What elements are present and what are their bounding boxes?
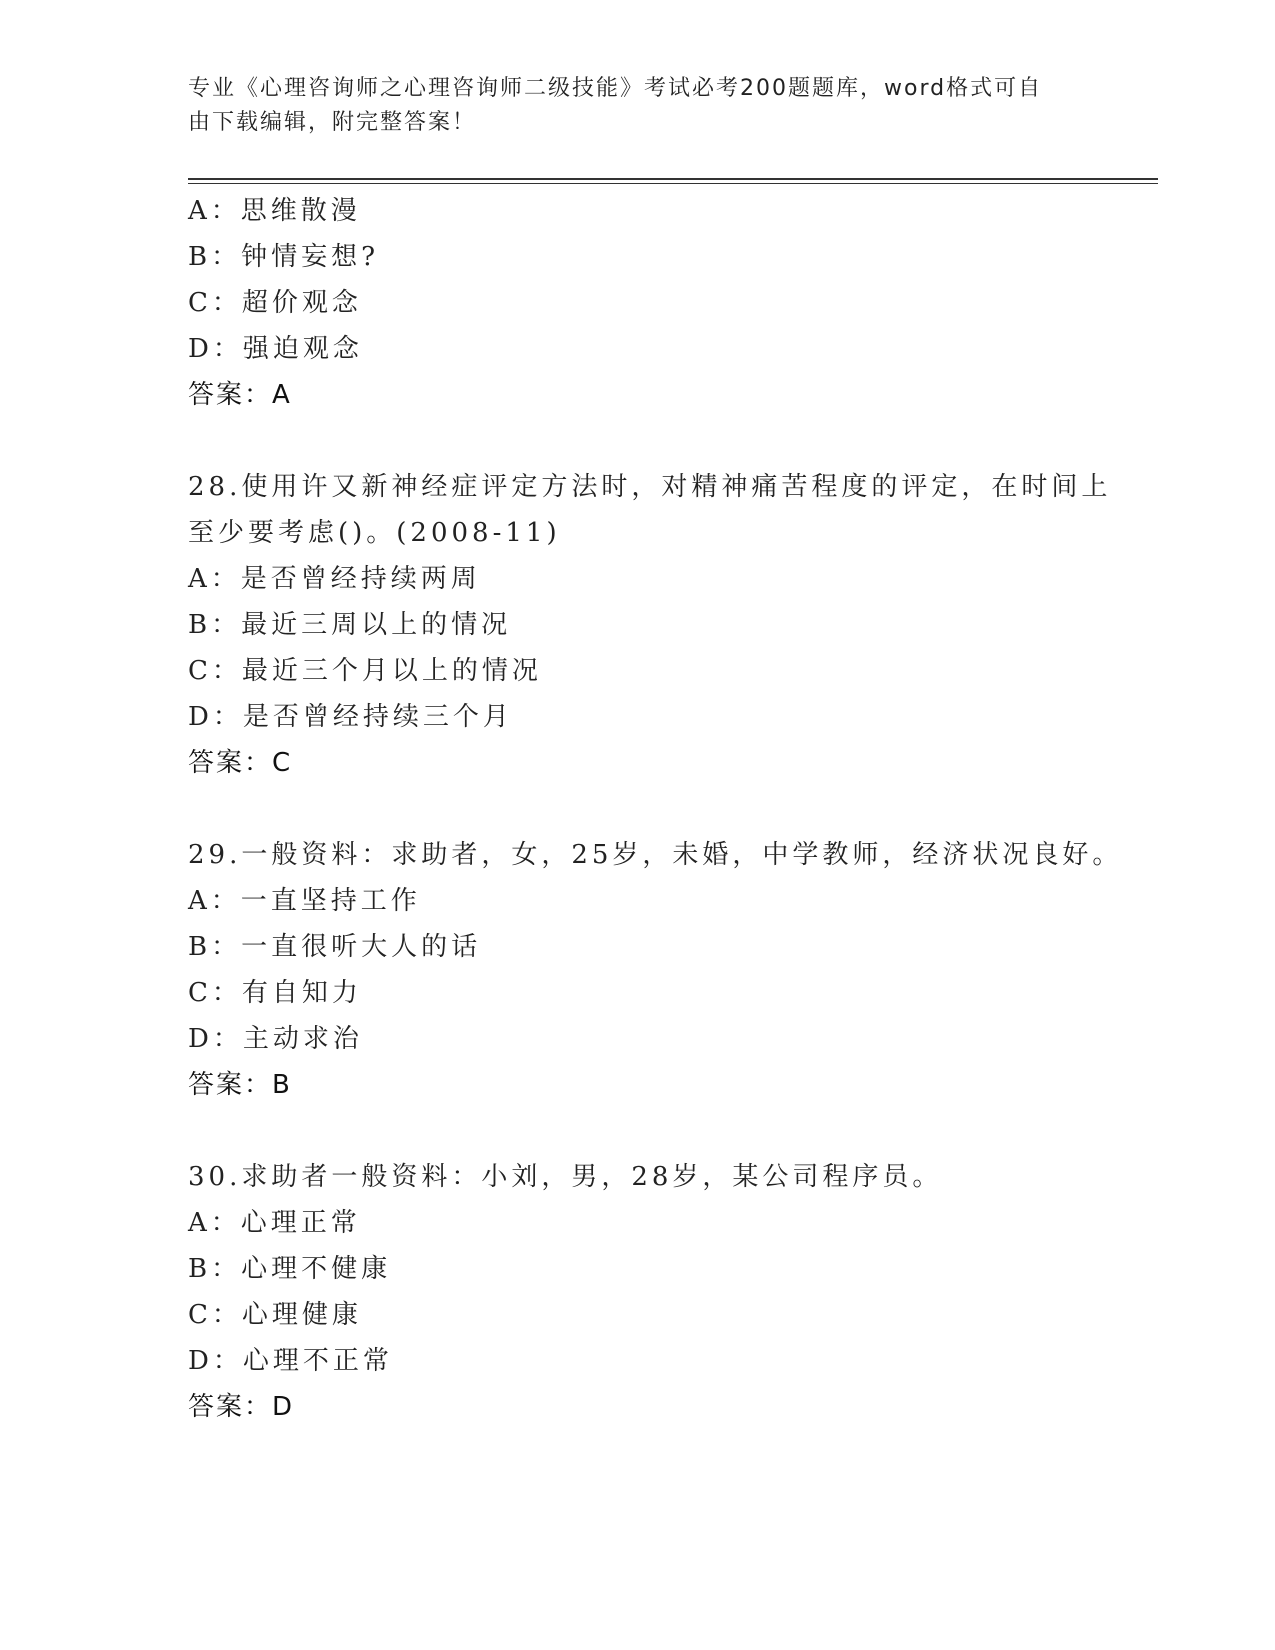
question-stem-line-2: 至少要考虑()。(2008-11)	[188, 518, 561, 548]
question-stem: 30.求助者一般资料：小刘，男，28岁，某公司程序员。	[188, 1162, 943, 1192]
answer: 答案：A	[188, 380, 292, 410]
header-line-2: 由下载编辑，附完整答案！	[188, 110, 477, 135]
option-c: C：心理健康	[188, 1300, 362, 1330]
option-a: A：思维散漫	[188, 196, 361, 226]
question-30	[188, 1154, 1088, 1430]
question-27	[188, 188, 1088, 418]
option-d: D：是否曾经持续三个月	[188, 702, 513, 732]
option-c: C：最近三个月以上的情况	[188, 656, 542, 686]
document-header	[188, 72, 1088, 140]
option-c: C：超价观念	[188, 288, 362, 318]
question-stem-line-1: 28.使用许又新神经症评定方法时，对精神痛苦程度的评定，在时间上	[188, 472, 1112, 502]
answer: 答案：B	[188, 1070, 292, 1100]
question-29	[188, 832, 1123, 1108]
option-d: D：强迫观念	[188, 334, 363, 364]
header-line-1: 专业《心理咨询师之心理咨询师二级技能》考试必考200题题库，word格式可自	[188, 76, 1043, 101]
option-b: B：最近三周以上的情况	[188, 610, 512, 640]
option-a: A：心理正常	[188, 1208, 361, 1238]
option-b: B：一直很听大人的话	[188, 932, 482, 962]
question-stem: 29.一般资料：求助者，女，25岁，未婚，中学教师，经济状况良好。	[188, 840, 1123, 870]
option-d: D：心理不正常	[188, 1346, 393, 1376]
option-c: C：有自知力	[188, 978, 362, 1008]
questions-content	[188, 188, 1123, 1430]
option-b: B：钟情妄想?	[188, 242, 380, 272]
question-28	[188, 464, 1112, 786]
option-d: D：主动求治	[188, 1024, 363, 1054]
option-a: A：一直坚持工作	[188, 886, 421, 916]
option-a: A：是否曾经持续两周	[188, 564, 481, 594]
answer: 答案：C	[188, 748, 293, 778]
option-b: B：心理不健康	[188, 1254, 392, 1284]
answer: 答案：D	[188, 1392, 295, 1422]
header-divider-thick	[188, 178, 1158, 180]
header-divider-thin	[188, 183, 1158, 184]
